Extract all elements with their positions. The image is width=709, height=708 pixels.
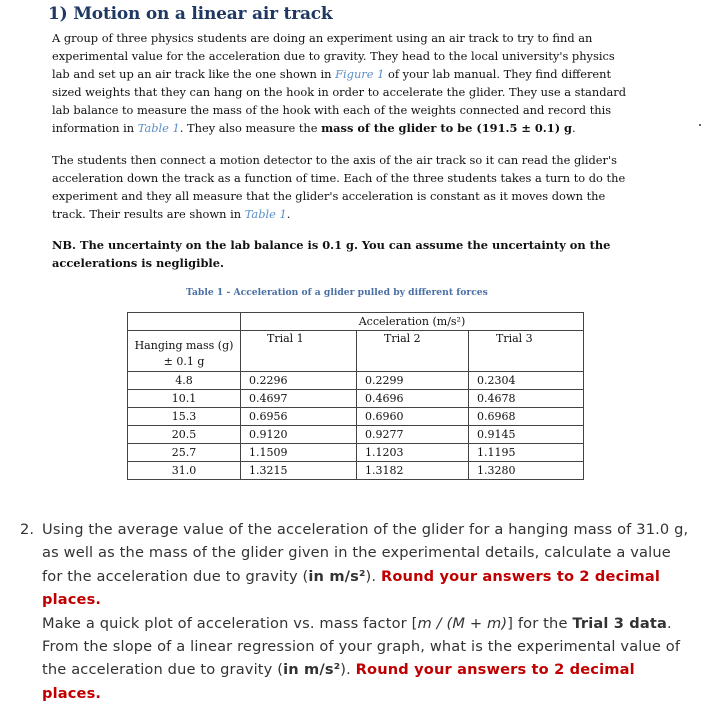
table-header-row-1 [128,313,584,331]
table-caption: Table 1 - Acceleration of a glider pulled by different forces [186,287,488,298]
trial-3-cell: 0.6968 [469,408,584,426]
trial-3-cell: 0.2304 [469,372,584,390]
uncertainty-note: NB. The uncertainty on the lab balance is 0.1 g. You can assume the uncertainty on the accelerations is negligible. [52,238,611,271]
trial-2-cell: 1.1203 [357,444,469,462]
trial-3-cell: 0.9145 [469,426,584,444]
mass-factor-formula: m / (M + m) [417,614,508,632]
para1-text-4: . [572,121,576,136]
section-title: 1) Motion on a linear air track [48,4,333,24]
table-row [128,444,584,462]
trial-3-cell: 1.1195 [469,444,584,462]
trial-1-header: Trial 1 [241,331,357,372]
acceleration-data-table [127,312,584,480]
mass-cell: 25.7 [128,444,241,462]
question-part-2-mid: ] for the [507,614,573,632]
question-part-1-text: Using the average value of the acceleration of the glider for a hanging mass of 31.0 g, as well as the mass of the glider given in the experimental details, calculate a value for the acceleration due to gravity ( [42,521,689,585]
trial-2-cell: 0.2299 [357,372,469,390]
para2-text-2: . [286,207,291,222]
trial-2-cell: 1.3182 [357,462,469,480]
hanging-mass-label: Hanging mass (g) [134,339,234,352]
trial-2-cell: 0.9277 [357,426,469,444]
glider-mass-statement: mass of the glider to be (191.5 ± 0.1) g [321,121,573,136]
question-number: 2. [20,521,35,538]
unit-emphasis-2: in m/s² [283,661,341,679]
trial-1-cell: 1.1509 [241,444,357,462]
table-reference-link-2[interactable]: Table 1 [244,207,287,222]
question-body [42,518,690,705]
table-row [128,390,584,408]
trial-1-cell: 1.3215 [241,462,357,480]
table-row [128,426,584,444]
hanging-mass-uncertainty: ± 0.1 g [163,355,205,368]
mass-cell: 31.0 [128,462,241,480]
trial-3-cell: 1.3280 [469,462,584,480]
question-2-block [20,518,690,705]
hanging-mass-header [128,331,241,372]
trial-3-header: Trial 3 [469,331,584,372]
unit-emphasis-1: in m/s² [308,567,366,585]
mass-cell: 15.3 [128,408,241,426]
table-row [128,372,584,390]
para1-text-2: of your lab manual. They find different sized weights that they can hang on the hook in order to accelerate the glider. They use a standard lab balance to measure the mass of the hook with each of the weights connected and record this information in [52,67,627,136]
stray-dot-mark [699,124,701,126]
table-row [128,462,584,480]
acceleration-header: Acceleration (m/s²) [241,313,584,331]
trial-2-header: Trial 2 [357,331,469,372]
table-reference-link[interactable]: Table 1 [137,121,180,136]
rounding-instruction-2: Round your answers to 2 decimal places. [42,661,635,702]
figure-reference-link[interactable]: Figure 1 [335,67,385,82]
trial-1-cell: 0.9120 [241,426,357,444]
trial-1-cell: 0.2296 [241,372,357,390]
para1-text-3: . They also measure the [179,121,322,136]
question-part-2-end: ). [340,661,356,679]
question-part-2-text: Make a quick plot of acceleration vs. mass factor [ [42,614,418,632]
para2-text-1: The students then connect a motion detector to the axis of the air track so it can read the glider's acceleration down the track as a function of time. Each of the three students takes a turn to do the experiment and they all measure that the glider's acceleration is constant as it moves down the track. Their results are shown in [52,153,626,222]
table-row [128,408,584,426]
mass-cell: 20.5 [128,426,241,444]
experiment-description-paragraph [52,29,632,138]
trial-1-cell: 0.4697 [241,390,357,408]
trial-2-cell: 0.4696 [357,390,469,408]
header-empty-cell [128,313,241,331]
question-part-2-rest: . From the slope of a linear regression of your graph, what is the experimental value of the acceleration due to gravity ( [42,614,681,679]
motion-detector-paragraph [52,151,632,223]
trial-1-cell: 0.6956 [241,408,357,426]
para1-text-1: A group of three physics students are doing an experiment using an air track to try to find an experimental value for the acceleration due to gravity. They head to the local university's physics lab and set up an air track like the one shown in [52,31,615,82]
mass-cell: 10.1 [128,390,241,408]
mass-cell: 4.8 [128,372,241,390]
trial-2-cell: 0.6960 [357,408,469,426]
trial-3-cell: 0.4678 [469,390,584,408]
trial-3-emphasis: Trial 3 data [572,614,668,632]
question-part-1-end: ). [365,567,381,585]
rounding-instruction-1: Round your answers to 2 decimal places. [42,567,661,609]
